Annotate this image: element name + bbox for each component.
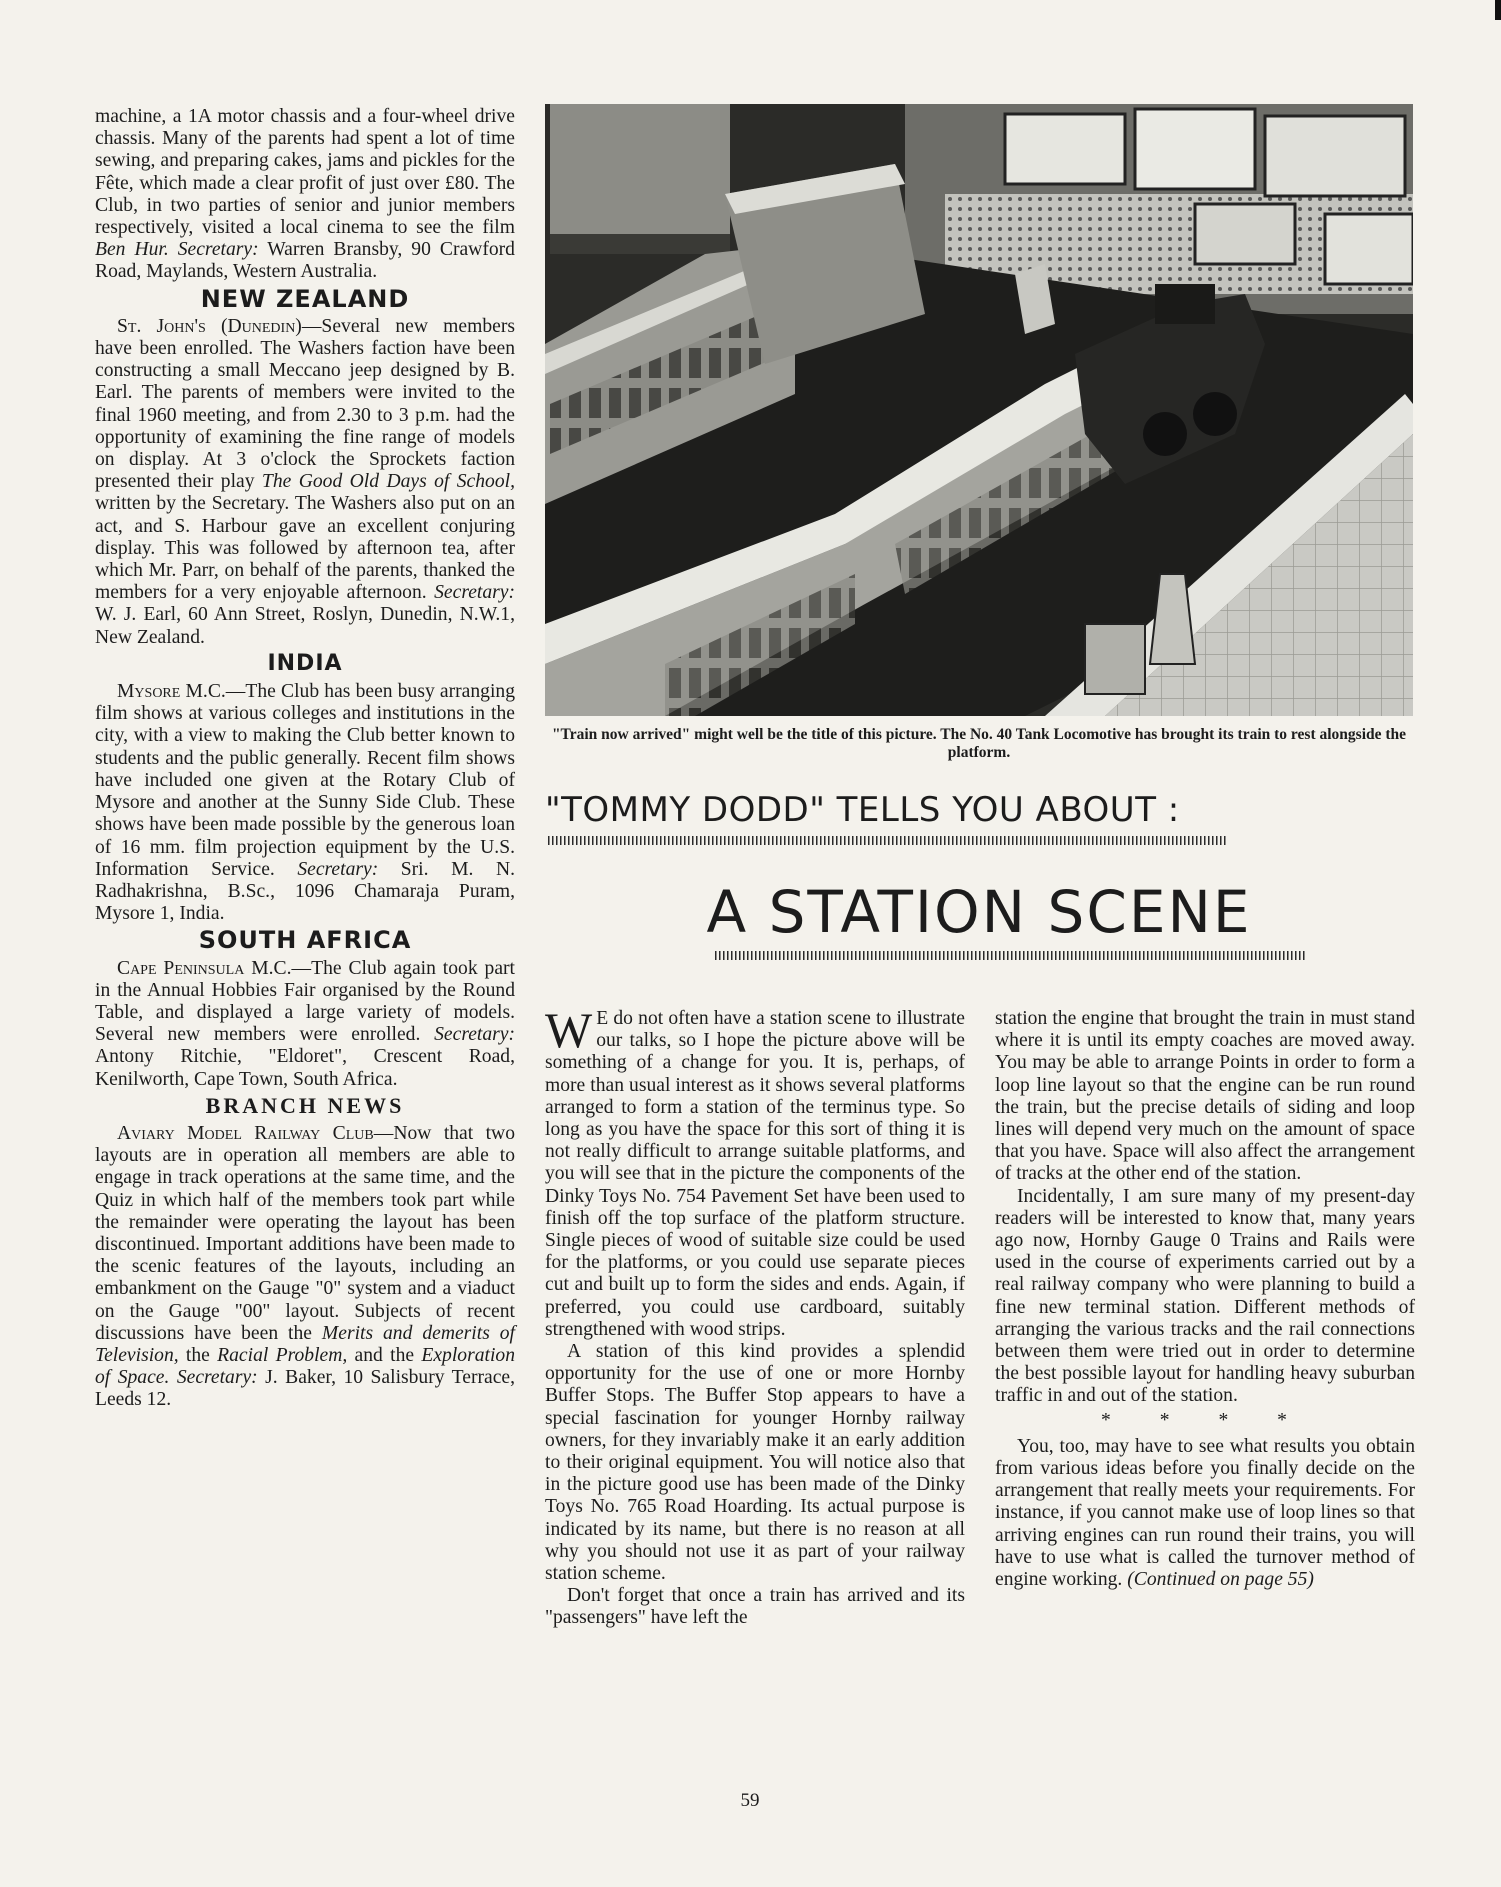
page-number: 59 bbox=[740, 1790, 760, 1811]
paragraph-india: Mysore M.C.—The Club has been busy arranging film shows at various colleges and institutions in the city, with a view to making the Club better known to students and the public generally. Recent film shows have included one given at the Rotary Club of Mysore and another at the Sunny Side Club. These shows have been made possible by the generous loan of 16 mm. film projection equipment by the U.S. Information Service. Secretary: Sri. M. N. Radhakrishna, B.Sc., 1096 Chamaraja Puram, Mysore 1, India. bbox=[95, 681, 515, 925]
drop-cap: W bbox=[545, 1002, 593, 1058]
continued-note: (Continued on page 55) bbox=[1127, 1569, 1314, 1591]
article-title: A STATION SCENE bbox=[706, 878, 1252, 946]
heading-branch-news: BRANCH NEWS bbox=[205, 1092, 405, 1118]
article-kicker: "TOMMY DODD" TELLS YOU ABOUT : bbox=[545, 790, 1180, 830]
paragraph-4: Incidentally, I am sure many of my present-day readers will be interested to know that, many years ago now, Hornby Gauge 0 Trains and Rails were used in the course of experiments carried out by a real railway company who were planning to build a fine new terminal station. Different methods of arranging the various tracks and the rail connections between them were tried out in order to determine the best possible layout for handling heavy suburban traffic in and out of the station. bbox=[995, 1185, 1415, 1407]
station-scene-photo bbox=[545, 104, 1413, 716]
paragraph-3-continued: station the engine that brought the train in must stand where it is until its empty coaches are moved away. You may be able to arrange Points in order to form a loop line layout so that the engine can be run round the train, but the precise details of siding and loop lines will depend very much on the amount of space that you have. Space will also affect the arrangement of tracks at the other end of the station. bbox=[995, 1008, 1415, 1185]
heading-new-zealand: NEW ZEALAND bbox=[200, 284, 410, 313]
section-stars: * * * * bbox=[1101, 1409, 1309, 1431]
decorative-rule-top bbox=[548, 836, 1226, 845]
article-column-right bbox=[995, 1008, 1415, 1591]
decorative-rule-bottom bbox=[715, 951, 1305, 960]
paragraph-branch-news: Aviary Model Railway Club—Now that two layouts are in operation all members are able to engage in track operations at the same time, and the Quiz in which half of the members took part while the remainder were operating the layout has been discontinued. Important additions have been made to the scenic features of the layouts, including an embankment on the Gauge "0" system and a viaduct on the Gauge "00" layout. Subjects of recent discussions have been the Merits and demerits of Television, the Racial Problem, and the Exploration of Space. Secretary: J. Baker, 10 Salisbury Terrace, Leeds 12. bbox=[95, 1122, 516, 1411]
paragraph-3: Don't forget that once a train has arrived and its "passengers" have left the bbox=[545, 1585, 965, 1629]
paragraph-1: W E do not often have a station scene to illustrate our talks, so I hope the picture above will be something of a change for you. It is, perhaps, of more than usual interest as it shows several platforms arranged to form a station of the terminus type. So long as you have the space for this sort of thing it is not really difficult to arrange suitable platforms, and you will see that in the picture the components of the Dinky Toys No. 754 Pavement Set have been used to finish off the top surface of the platform structure. Single pieces of wood of suitable size could be used for the platforms, or you could use separate pieces cut and built up to form the sides and ends. Again, if preferred, you could use cardboard, suitably strengthened with wood strips. bbox=[545, 1002, 965, 1340]
heading-india: INDIA bbox=[267, 650, 343, 676]
paragraph-5: You, too, may have to see what results you obtain from various ideas before you finally decide on the arrangement that really meets your requirements. For instance, if you cannot make use of loop lines so that arriving engines can run round their trains, you will have to use what is called the turnover method of engine working. (Continued on page 55) bbox=[995, 1435, 1415, 1591]
photo-caption: "Train now arrived" might well be the title of this picture. The No. 40 Tank Locomotive has brought its train to rest alongside the platform. bbox=[551, 726, 1407, 761]
paragraph-south-africa: Cape Peninsula M.C.—The Club again took part in the Annual Hobbies Fair organised by the Round Table, and displayed a large variety of models. Several new members were enrolled. Secretary: Antony Ritchie, "Eldoret", Crescent Road, Kenilworth, Cape Town, South Africa. bbox=[95, 957, 515, 1090]
heading-south-africa: SOUTH AFRICA bbox=[198, 926, 412, 955]
page-corner-mark bbox=[1495, 0, 1501, 20]
paragraph-new-zealand: St. John's (Dunedin)—Several new members have been enrolled. The Washers faction have been constructing a small Meccano jeep designed by B. Earl. The parents of members were invited to the final 1960 meeting, and from 2.30 to 3 p.m. had the opportunity of examining the fine range of models on display. At 3 o'clock the Sprockets faction presented their play The Good Old Days of School, written by the Secretary. The Washers also put on an act, and S. Harbour gave an excellent conjuring display. This was followed by afternoon tea, after which Mr. Parr, on behalf of the parents, thanked the members for a very enjoyable afternoon. Secretary: W. J. Earl, 60 Ann Street, Roslyn, Dunedin, N.W.1, New Zealand. bbox=[95, 315, 515, 648]
left-column bbox=[95, 106, 515, 1412]
article-column-left bbox=[545, 1002, 965, 1630]
paragraph-intro: machine, a 1A motor chassis and a four-wheel drive chassis. Many of the parents had spent a lot of time sewing, and preparing cakes, jams and pickles for the Fête, which made a clear profit of just over £80. The Club, in two parties of senior and junior members respectively, visited a local cinema to see the film Ben Hur. Secretary: Warren Bransby, 90 Crawford Road, Maylands, Western Australia. bbox=[95, 106, 515, 283]
paragraph-2: A station of this kind provides a splendid opportunity for the use of one or more Hornby Buffer Stops. The Buffer Stop appears to have a special fascination for younger Hornby railway owners, for they invariably make it an early addition to their original equipment. You will notice also that in the picture good use has been made of the Dinky Toys No. 765 Road Hoarding. Its actual purpose is indicated by its name, but there is no reason at all why you should not use it as part of your railway station scheme. bbox=[545, 1341, 965, 1585]
